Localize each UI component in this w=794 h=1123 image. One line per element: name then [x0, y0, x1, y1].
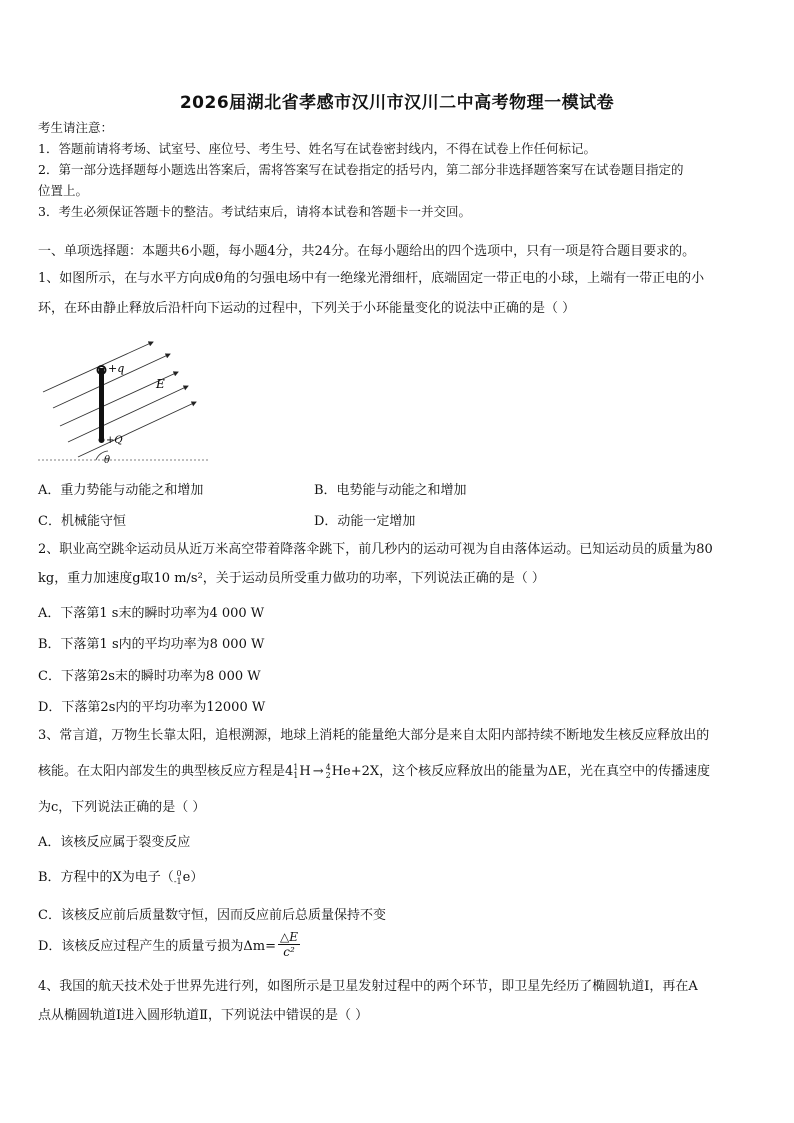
q1-figure — [38, 330, 213, 470]
e-atomic-number: -1 — [173, 876, 182, 886]
q3-stem-line3: 为c，下列说法正确的是（ ） — [38, 800, 206, 815]
q2-option-d: D．下落第2s内的平均功率为12000 W — [38, 700, 266, 715]
he-atomic-number: 2 — [325, 770, 331, 780]
q1-option-b: B．电势能与动能之和增加 — [314, 483, 467, 498]
q3-option-d-pre: D．该核反应过程产生的质量亏损为Δm= — [38, 939, 277, 954]
he-mass-number: 4 — [325, 762, 331, 772]
page-title: 2026届湖北省孝感市汉川市汉川二中高考物理一模试卷 — [179, 93, 615, 113]
fraction-denominator: c² — [283, 945, 295, 959]
q1-option-c: C．机械能守恒 — [38, 514, 126, 529]
q4-stem-line1: 4、我国的航天技术处于世界先进行列，如图所示是卫星发射过程中的两个环节，即卫星先经历了椭圆轨道Ⅰ，再在A — [38, 979, 698, 994]
q3-option-b-post: ） — [190, 870, 204, 885]
insulating-rod — [99, 368, 104, 441]
label-Q: +Q — [106, 435, 123, 446]
q2-option-a: A．下落第1 s末的瞬时功率为4 000 W — [38, 606, 265, 621]
h-mass-number: 1 — [293, 762, 299, 772]
q2-stem-line2: kg，重力加速度g取10 m/s²，关于运动员所受重力做功的功率，下列说法正确的是（ ） — [38, 571, 545, 586]
q1-option-d: D．动能一定增加 — [314, 514, 416, 529]
q2-option-c: C．下落第2s末的瞬时功率为8 000 W — [38, 669, 261, 684]
q1-stem-line2: 环，在环由静止释放后沿杆向下运动的过程中，下列关于小环能量变化的说法中正确的是（ ） — [38, 301, 576, 316]
he-symbol: He — [331, 764, 351, 779]
h-atomic-number: 1 — [293, 770, 299, 780]
note-item: 2．第一部分选择题每小题选出答案后，需将答案写在试卷指定的括号内，第二部分非选择题答案写在试卷题目指定的 — [38, 162, 684, 177]
q3-option-d — [38, 930, 300, 959]
reaction-arrow: → — [312, 764, 324, 779]
q2-stem-line1: 2、职业高空跳伞运动员从近万米高空带着降落伞跳下，前几秒内的运动可视为自由落体运动。已知运动员的质量为80 — [38, 542, 713, 557]
q1-stem-line1: 1、如图所示，在与水平方向成θ角的匀强电场中有一绝缘光滑细杆，底端固定一带正电的小球，上端有一带正电的小 — [38, 271, 705, 286]
q1-option-a: A．重力势能与动能之和增加 — [38, 483, 204, 498]
e-nuclide-scripts — [174, 870, 182, 886]
note-item: 位置上。 — [38, 183, 89, 198]
note-item: 3．考生必须保证答题卡的整洁。考试结束后，请将本试卷和答题卡一并交回。 — [38, 204, 471, 219]
q3-line2-post: +2X，这个核反应释放出的能量为ΔE，光在真空中的传播速度 — [350, 764, 711, 779]
q3-option-b-pre: B．方程中的X为电子（ — [38, 870, 174, 885]
label-E: E — [156, 377, 165, 391]
mass-defect-fraction — [278, 930, 300, 959]
label-q: +q — [108, 362, 125, 375]
q3-option-b — [38, 866, 203, 886]
section-heading: 一、单项选择题：本题共6小题，每小题4分，共24分。在每小题给出的四个选项中，只有一项是符合题目要求的。 — [38, 244, 696, 259]
he-nuclide-scripts — [326, 764, 331, 780]
label-theta: θ — [104, 455, 111, 466]
fraction-numerator: △E — [280, 930, 299, 944]
q3-option-c: C．该核反应前后质量数守恒，因而反应前后总质量保持不变 — [38, 908, 386, 923]
q3-option-a: A．该核反应属于裂变反应 — [38, 835, 191, 850]
e-mass-number: 0 — [176, 868, 182, 878]
notes-header: 考生请注意： — [38, 120, 114, 135]
q4-stem-line2: 点从椭圆轨道Ⅰ进入圆形轨道Ⅱ，下列说法中错误的是（ ） — [38, 1008, 369, 1023]
q3-line2-pre: 核能。在太阳内部发生的典型核反应方程是4 — [38, 764, 294, 779]
e-symbol: e — [182, 870, 191, 885]
charged-ball — [99, 437, 105, 443]
h-symbol: H — [299, 764, 311, 779]
q2-option-b: B．下落第1 s内的平均功率为8 000 W — [38, 637, 265, 652]
q3-stem-line1: 3、常言道，万物生长靠太阳，追根溯源，地球上消耗的能量绝大部分是来自太阳内部持续不断地发生核反应释放出的 — [38, 728, 710, 743]
q3-stem-line2 — [38, 763, 758, 781]
note-item: 1．答题前请将考场、试室号、座位号、考生号、姓名写在试卷密封线内，不得在试卷上作任何标记。 — [38, 141, 596, 156]
h-nuclide-scripts — [293, 764, 298, 780]
